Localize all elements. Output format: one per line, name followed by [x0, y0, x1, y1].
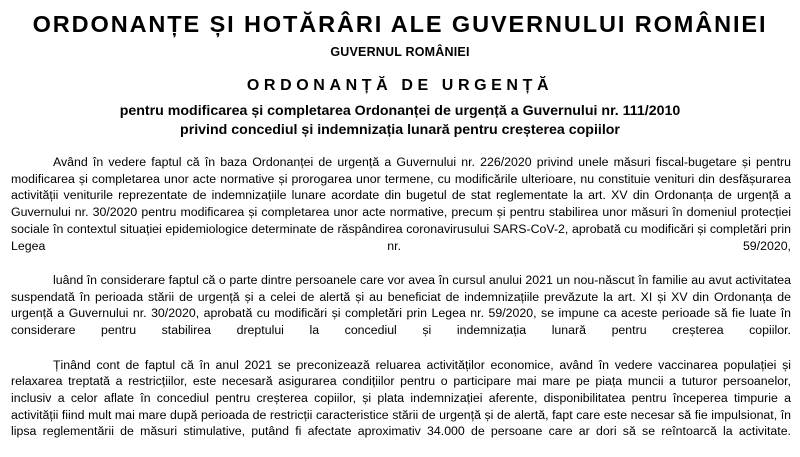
- masthead: [0, 0, 800, 60]
- preamble-paragraph: Ținând cont de faptul că în anul 2021 se preconizează reluarea activităților economice, având în vedere vaccinarea populației și relaxarea treptată a restricțiilor, este necesară asigurarea condițiilor pentru o participare mai mare pe piața muncii a tuturor persoanelor, inclusiv a celor aflate în concediul pentru creșterea copiilor, și plata indemnizației aferente, disponibilitatea pentru începerea timpurie a activității fiind mult mai mare după perioada de restricții caracteristice stării de urgență și de alertă, fapt care este necesar să fie impulsionat, în lipsa reglementării de măsuri stimulative, putând fi afectate aproximativ 34.000 de persoane care ar dori să se reîntoarcă la activitate.: [11, 357, 791, 439]
- act-subject: [0, 102, 800, 139]
- preamble-paragraph: luând în considerare faptul că o parte dintre persoanele care vor avea în cursul anului 2021 un nou-născut în familie au avut activitatea suspendată în perioada stării de urgență și a celei de alertă și au beneficiat de indemnizațiile prevăzute la art. XI și XV din Ordonanța de urgență a Guvernului nr. 30/2020, aprobată cu modificări și completări prin Legea nr. 59/2020, se impune ca aceste perioade să fie luate în considerare pentru stabilirea dreptului la concediul și indemnizația lunară pentru creșterea copiilor.: [11, 272, 791, 338]
- act-subject-line-1: pentru modificarea și completarea Ordonanței de urgență a Guvernului nr. 111/2010: [119, 103, 681, 120]
- preamble-body: [0, 154, 800, 457]
- publication-title: ORDONANȚE ȘI HOTĂRÂRI ALE GUVERNULUI ROMÂNIEI: [32, 11, 768, 37]
- issuing-authority: GUVERNUL ROMÂNIEI: [330, 45, 470, 60]
- act-type-title: ORDONANȚĂ DE URGENȚĂ: [246, 77, 554, 95]
- act-subject-line-2: privind concediul și indemnizația lunară pentru creșterea copiilor: [180, 122, 620, 139]
- act-heading: [0, 77, 800, 140]
- preamble-paragraph: Având în vedere faptul că în baza Ordonanței de urgență a Guvernului nr. 226/2020 privind unele măsuri fiscal-bugetare și pentru modificarea și completarea unor acte normative și prorogarea unor termene, cu modificările ulterioare, nu constituie venituri din desfășurarea activității veniturile reprezentate de indemnizațiile lunare acordate din bugetul de stat reglementate la art. XV din Ordonanța de urgență a Guvernului nr. 30/2020 pentru modificarea și completarea unor acte normative, precum și pentru stabilirea unor măsuri în domeniul protecției sociale în contextul situației epidemiologice determinate de răspândirea coronavirusului SARS-CoV-2, aprobată cu modificări și completări prin Legea nr. 59/2020,: [11, 154, 791, 253]
